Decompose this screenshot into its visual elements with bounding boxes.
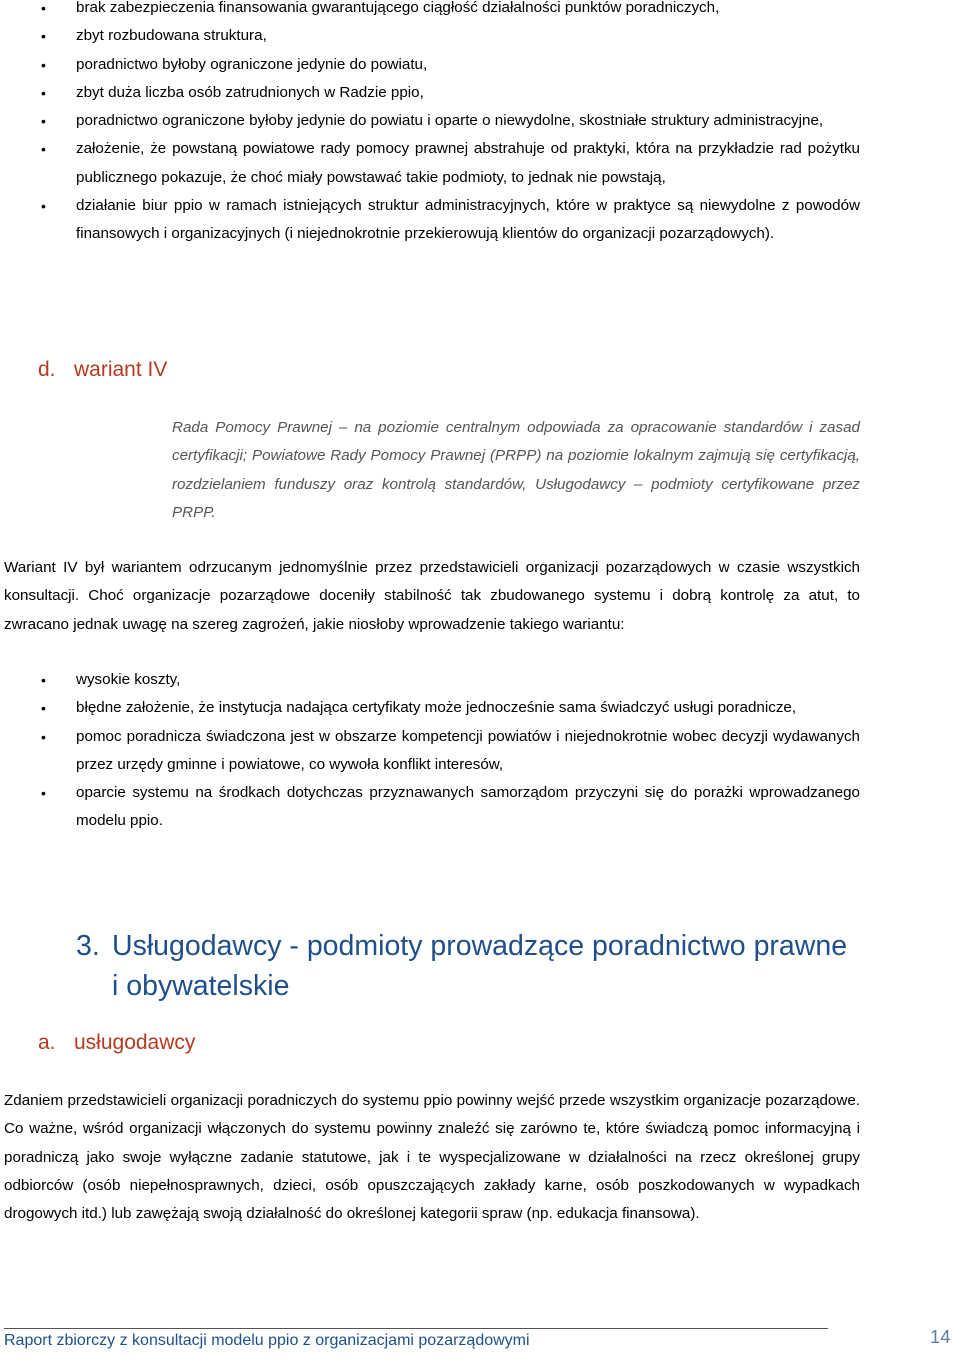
list-item: • zbyt duża liczba osób zatrudnionych w Radzie ppio, (0, 79, 860, 107)
chapter-heading (76, 927, 856, 1006)
footer-divider (4, 1328, 828, 1329)
bullet-icon: • (41, 728, 46, 745)
section-heading-variant-iv (38, 358, 167, 382)
chapter-title: Usługodawcy - podmioty prowadzące poradnictwo prawne i obywatelskie (112, 930, 848, 1002)
bullet-icon: • (41, 84, 46, 101)
bullet-icon: • (41, 56, 46, 73)
list-item: • działanie biur ppio w ramach istniejących struktur administracyjnych, które w praktyce są niewydolne z powodów finansowych i organizacyjnych (i niejednokrotnie przekierowują klientów do organizacji pozarządowych). (0, 192, 860, 249)
list-item: • poradnictwo ograniczone byłoby jedynie do powiatu i oparte o niewydolne, skostniałe struktury administracyjne, (0, 107, 860, 135)
list-item: • założenie, że powstaną powiatowe rady pomocy prawnej abstrahuje od praktyki, która na przykładzie rad pożytku publicznego pokazuje, że choć miały powstawać takie podmioty, to jednak nie powstają, (0, 135, 860, 192)
paragraph-variant-iv: Wariant IV był wariantem odrzucanym jednomyślnie przez przedstawicieli organizacji pozarządowych w czasie wszystkich konsultacji. Choć organizacje pozarządowe doceniły stabilność tak zbudowanego systemu i dobrą kontrolę za atut, to zwracano jednak uwagę na szereg zagrożeń, jakie niosłoby wprowadzenie takiego wariantu: (4, 559, 860, 633)
footer-title: Raport zbiorczy z konsultacji modelu ppio z organizacjami pozarządowymi (4, 1332, 530, 1349)
list-item: • zbyt rozbudowana struktura, (0, 22, 860, 50)
list-item: • brak zabezpieczenia finansowania gwarantującego ciągłość działalności punktów poradniczych, (0, 0, 860, 22)
bullet-icon: • (41, 785, 46, 802)
bullet-icon: • (41, 28, 46, 45)
section-title: usługodawcy (74, 1031, 196, 1054)
section-heading-providers (38, 1031, 195, 1055)
paragraph-providers: Zdaniem przedstawicieli organizacji poradniczych do systemu ppio powinny wejść przede wszystkim organizacje pozarządowe. Co ważne, wśród organizacji włączonych do systemu powinny znaleźć się zarówno te, które świadczą pomoc informacyjną i poradniczą jako swoje wyłączne zadanie statutowe, jak i te wyspecjalizowane w działalności na rzecz określonej grupy odbiorców (osób niepełnosprawnych, dzieci, osób opuszczających zakłady karne, osób poszkodowanych w wypadkach drogowych itd.) lub zawężają swoją działalność do określonej kategorii spraw (np. edukacja finansowa). (4, 1092, 860, 1223)
bullet-icon: • (41, 141, 46, 158)
chapter-number: 3. (76, 930, 100, 962)
section-title: wariant IV (74, 358, 168, 381)
page-number: 14 (930, 1326, 951, 1347)
bullet-icon: • (41, 0, 46, 16)
list-item: • poradnictwo byłoby ograniczone jedynie do powiatu, (0, 51, 860, 79)
section-number: d. (38, 358, 56, 381)
bullet-icon: • (41, 672, 46, 688)
variant-description-quote: Rada Pomocy Prawnej – na poziomie centralnym odpowiada za opracowanie standardów i zasad certyfikacji; Powiatowe Rady Pomocy Prawnej (PRPP) na poziomie lokalnym zajmują się certyfikacją, rozdzielaniem funduszy oraz kontrolą standardów, Usługodawcy – podmioty certyfikowane przez PRPP. (172, 419, 860, 521)
bullet-icon: • (41, 113, 46, 130)
list-item: • oparcie systemu na środkach dotychczas przyznawanych samorządom przyczyni się do porażki wprowadzanego modelu ppio. (0, 779, 860, 836)
list-item: • pomoc poradnicza świadczona jest w obszarze kompetencji powiatów i niejednokrotnie wobec decyzji wydawanych przez urzędy gminne i powiatowe, co wywoła konflikt interesów, (0, 723, 860, 780)
list-item: • wysokie koszty, (0, 666, 860, 694)
list-item: • błędne założenie, że instytucja nadająca certyfikaty może jednocześnie sama świadczyć usługi poradnicze, (0, 694, 860, 722)
bullet-icon: • (41, 700, 46, 717)
bullet-icon: • (41, 198, 46, 215)
bullet-list-threats (0, 666, 860, 836)
bullet-list-drawbacks (0, 0, 860, 249)
section-number: a. (38, 1031, 56, 1054)
